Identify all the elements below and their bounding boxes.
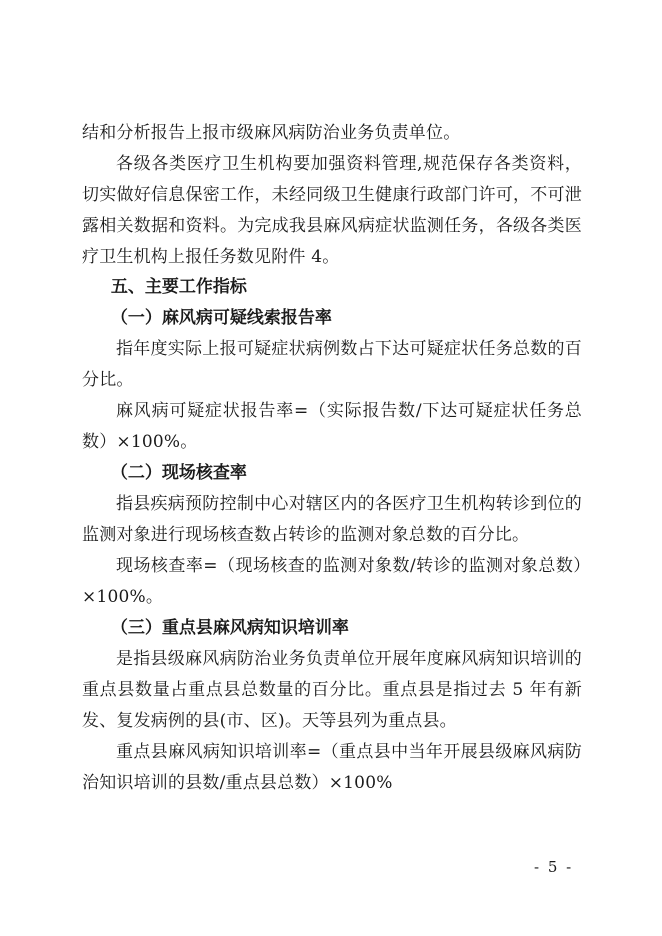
- paragraph-data-management: 各级各类医疗卫生机构要加强资料管理,规范保存各类资料，切实做好信息保密工作，未经同级卫生健康行政部门许可，不可泄露相关数据和资料。为完成我县麻风病症状监测任务，各级各类医疗卫生机构上报任务数见附件 4。: [82, 154, 582, 267]
- indicator-2-formula: 现场核查率=（现场核查的监测对象数/转诊的监测对象总数）×100%。: [82, 556, 582, 607]
- section-heading: 五、主要工作指标: [110, 277, 247, 297]
- indicator-2-definition: 指县疾病预防控制中心对辖区内的各医疗卫生机构转诊到位的监测对象进行现场核查数占转诊的监测对象总数的百分比。: [82, 494, 582, 545]
- indicator-1-formula: 麻风病可疑症状报告率=（实际报告数/下达可疑症状任务总数）×100%。: [82, 401, 582, 452]
- indicator-1-heading: （一）麻风病可疑线索报告率: [110, 308, 332, 328]
- indicator-3-formula: 重点县麻风病知识培训率=（重点县中当年开展县级麻风病防治知识培训的县数/重点县总数）×100%: [82, 742, 582, 793]
- indicator-1-definition: 指年度实际上报可疑症状病例数占下达可疑症状任务总数的百分比。: [82, 339, 582, 390]
- page-number: - 5 -: [534, 858, 574, 876]
- indicator-3-definition: 是指县级麻风病防治业务负责单位开展年度麻风病知识培训的重点县数量占重点县总数量的百分比。重点县是指过去 5 年有新发、复发病例的县(市、区)。天等县列为重点县。: [82, 649, 582, 731]
- paragraph-continuation: 结和分析报告上报市级麻风病防治业务负责单位。: [82, 123, 461, 143]
- indicator-3-heading: （三）重点县麻风病知识培训率: [110, 618, 349, 638]
- indicator-2-heading: （二）现场核查率: [110, 463, 247, 483]
